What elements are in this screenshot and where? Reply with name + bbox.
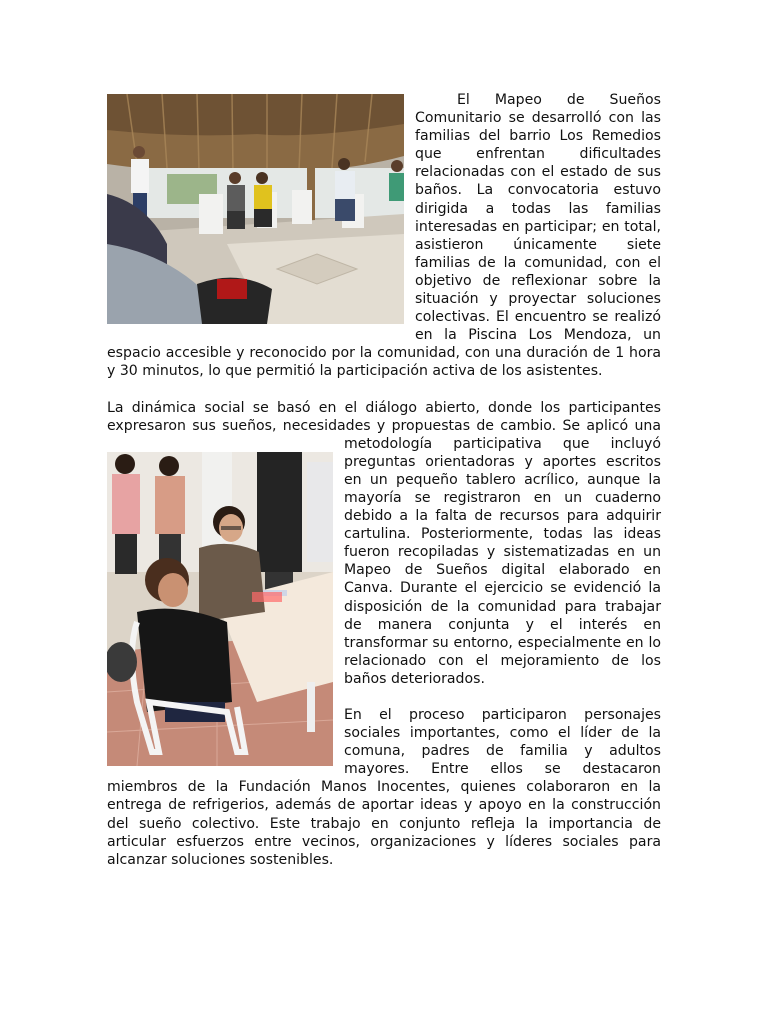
paragraph-spacer [107, 381, 661, 399]
paragraph-participants: En el proceso participaron personajes sociales importantes, como el líder de la comuna, padres de familia y adultos mayores. Entre ellos se destacaron miembros de la Fundación Manos Inocentes, quienes colaboraron en la entrega de refrigerios, además de aportar ideas y apoyo en la construcción del sueño colectivo. Este trabajo en conjunto refleja la importancia de articular esfuerzos entre vecinos, organizaciones y líderes sociales para alcanzar soluciones sostenibles. [107, 707, 661, 868]
paragraph-intro: El Mapeo de Sueños Comunitario se desarrolló con las familias del barrio Los Remedios que enfrentan dificultades relacionadas con el estado de sus baños. La convocatoria estuvo dirigida a todas las familias interesadas en participar; en total, asistieron únicamente siete familias de la comunidad, con el objetivo de reflexionar sobre la situación y proyectar soluciones colectivas. El encuentro se realizó en la Piscina Los Mendoza, un espacio accesible y reconocido por la comunidad, con una duración de 1 hora y 30 minutos, lo que permitió la participación activa de los asistentes. [107, 92, 661, 380]
writing-session-illustration [107, 452, 333, 766]
meeting-photo-illustration [107, 94, 404, 324]
paragraph-dynamics: La dinámica social se basó en el diálogo abierto, donde los participantes expresaron sus sueños, necesidades y propuestas de cambio. Se aplicó una metodología participativa que incluyó preguntas orientadoras y aportes escritos en un pequeño tablero acrílico, aunque la mayoría se registraron en un cuaderno debido a la falta de recursos para adquirir cartulina. Posteriormente, todas las ideas fueron recopiladas y sistematizadas en un Mapeo de Sueños digital elaborado en Canva. Durante el ejercicio se evidenció la disposición de la comunidad para trabajar de manera conjunta y el interés en transformar su entorno, especialmente en lo relacionado con el mejoramiento de los baños deteriorados. [107, 399, 661, 687]
meeting-photo-thatched-pavilion [107, 94, 404, 324]
meeting-photo-writing-session [107, 452, 333, 766]
